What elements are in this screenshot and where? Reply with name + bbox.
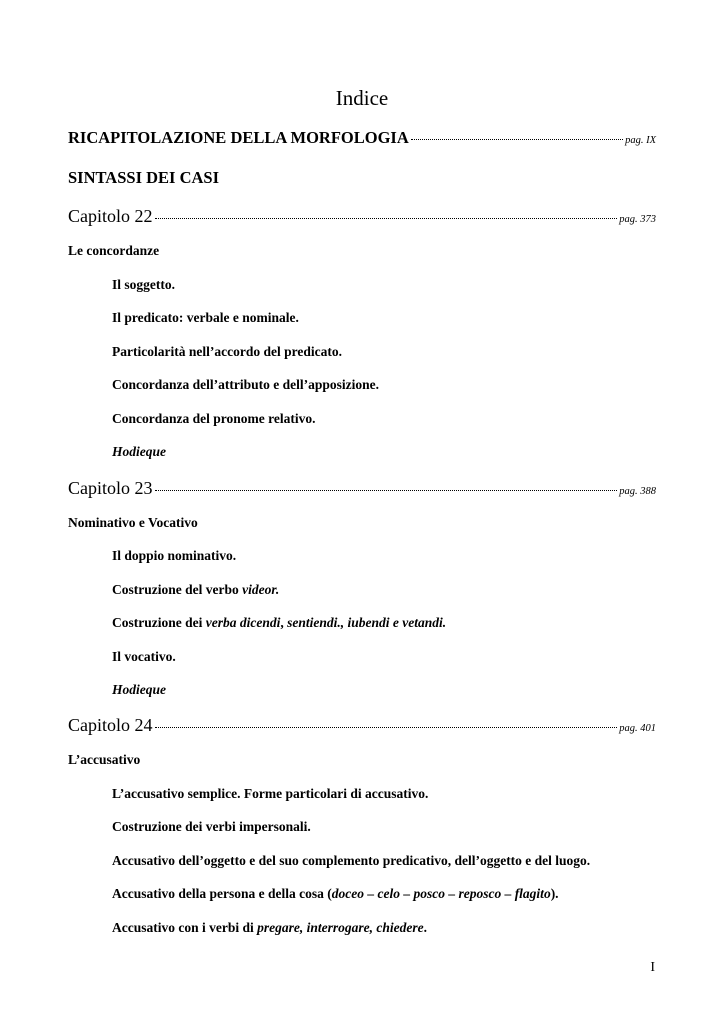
toc-item [112, 444, 166, 460]
toc-item [112, 682, 166, 698]
toc-item-italic: Hodieque [112, 682, 166, 697]
toc-item-italic: pregare, interrogare, chiedere [257, 920, 424, 935]
toc-item [112, 615, 446, 631]
chapter-label: Capitolo 22 [68, 206, 153, 226]
toc-item: L’accusativo semplice. Forme particolari di accusativo. [112, 786, 429, 801]
dot-leader [411, 138, 623, 140]
toc-item [112, 886, 559, 902]
toc-page-ref: pag. 388 [619, 486, 656, 497]
toc-item-italic: Hodieque [112, 444, 166, 459]
chapter-subheading: Nominativo e Vocativo [68, 515, 198, 530]
toc-item: Particolarità nell’accordo del predicato. [112, 344, 342, 359]
toc-item: Il doppio nominativo. [112, 548, 237, 563]
toc-entry-capitolo-23[interactable] [68, 478, 656, 499]
toc-item [112, 582, 279, 598]
toc-page-ref: pag. IX [625, 135, 656, 146]
toc-item-italic: doceo – celo – posco – reposco – flagito [331, 886, 551, 901]
toc-item-text: Costruzione del verbo [112, 582, 243, 597]
chapter-label: Capitolo 24 [68, 715, 153, 735]
toc-item: Il soggetto. [112, 277, 175, 292]
toc-item: Concordanza dell’attributo e dell’apposizione. [112, 377, 379, 392]
toc-item: Il predicato: verbale e nominale. [112, 310, 299, 325]
toc-page-ref: pag. 401 [619, 723, 656, 734]
toc-item-text: Accusativo con i verbi di [112, 920, 258, 935]
toc-item: Costruzione dei verbi impersonali. [112, 819, 311, 834]
toc-entry-morfologia[interactable] [68, 128, 656, 148]
section-heading-sintassi: SINTASSI DEI CASI [68, 168, 220, 187]
chapter-subheading: Le concordanze [68, 243, 160, 258]
toc-item-text: . [423, 920, 427, 935]
chapter-label: Capitolo 23 [68, 478, 153, 498]
toc-item: Accusativo dell’oggetto e del suo complemento predicativo, dell’oggetto e del luogo. [112, 853, 591, 868]
dot-leader [155, 726, 618, 728]
dot-leader [155, 489, 618, 491]
toc-item-italic: sentiendi., iubendi e vetandi. [287, 615, 447, 630]
toc-item: Il vocativo. [112, 649, 176, 664]
toc-item-italic: verba dicendi [205, 615, 281, 630]
index-title: Indice [335, 86, 389, 110]
dot-leader [155, 217, 618, 219]
toc-entry-label: RICAPITOLAZIONE DELLA MORFOLOGIA [68, 128, 409, 147]
chapter-subheading: L’accusativo [68, 752, 141, 767]
toc-page-ref: pag. 373 [619, 214, 656, 225]
toc-item-italic: videor. [242, 582, 280, 597]
toc-entry-capitolo-24[interactable] [68, 715, 656, 736]
toc-item-text: ). [550, 886, 559, 901]
toc-item: Concordanza del pronome relativo. [112, 411, 316, 426]
toc-item [112, 920, 427, 936]
page-number: I [650, 960, 655, 975]
toc-item-text: Costruzione dei [112, 615, 206, 630]
toc-item-text: , [280, 615, 288, 630]
toc-entry-capitolo-22[interactable] [68, 206, 656, 227]
toc-item-text: Accusativo della persona e della cosa ( [112, 886, 332, 901]
